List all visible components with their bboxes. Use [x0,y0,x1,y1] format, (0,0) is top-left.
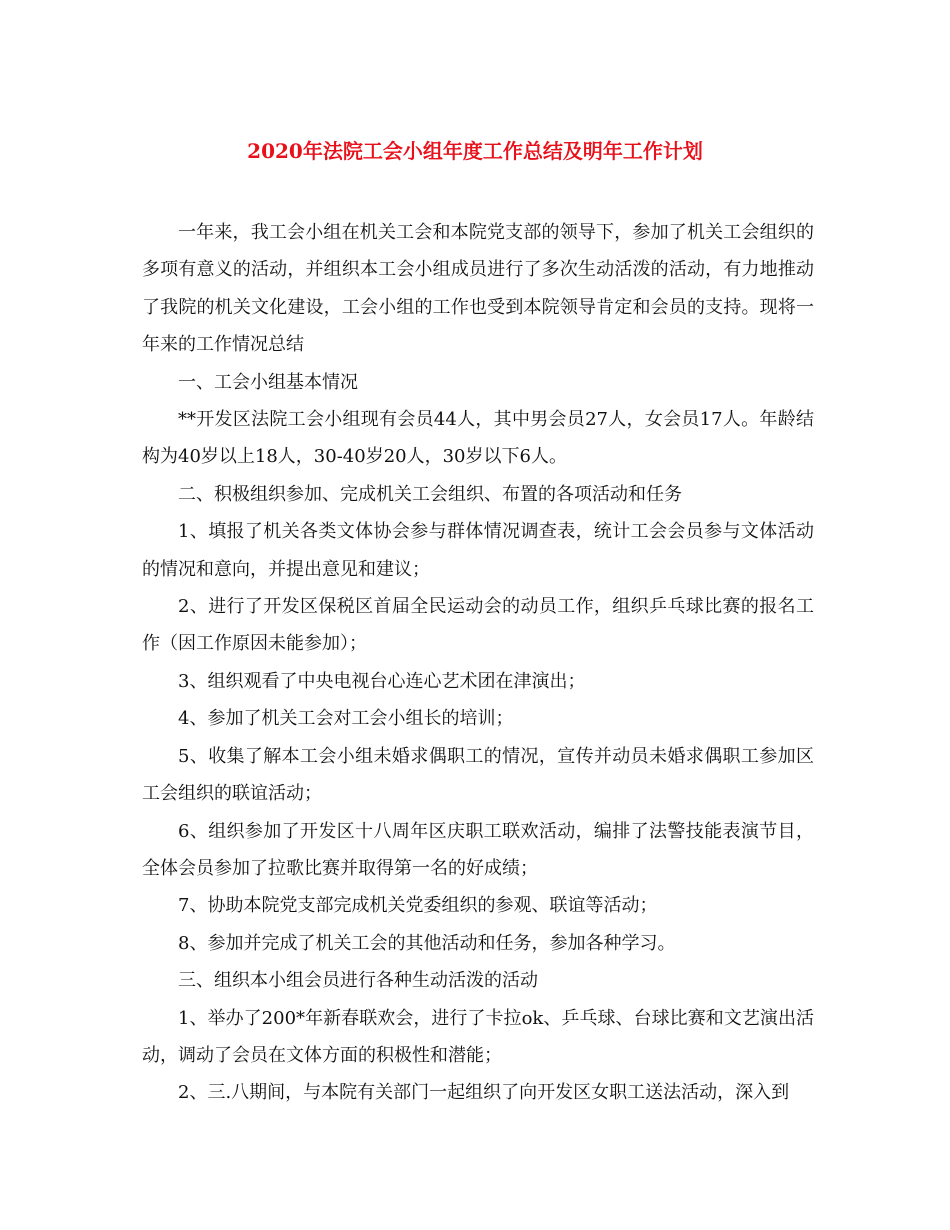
document-body [142,214,814,1112]
list-item: 5、收集了解本工会小组未婚求偶职工的情况，宣传并动员未婚求偶职工参加区工会组织的联谊活动； [142,745,814,805]
list-item: 2、进行了开发区保税区首届全民运动会的动员工作，组织乒乓球比赛的报名工作（因工作原因未能参加）； [142,596,814,655]
list-item: 1、举办了200*年新春联欢会，进行了卡拉ok、乒乓球、台球比赛和文艺演出活动，调动了会员在文体方面的积极性和潜能； [142,1007,814,1066]
list-item: 4、参加了机关工会对工会小组长的培训； [178,708,514,730]
section-heading-1: 一、工会小组基本情况 [178,371,358,393]
list-item: 6、组织参加了开发区十八周年区庆职工联欢活动，编排了法警技能表演节目，全体会员参加了拉歌比赛并取得第一名的好成绩； [142,820,814,879]
paragraph-member-info: **开发区法院工会小组现有会员44人，其中男会员27人，女会员17人。年龄结构为40岁以上18人，30-40岁20人，30岁以下6人。 [142,409,814,468]
list-item: 7、协助本院党支部完成机关党委组织的参观、联谊等活动； [178,895,658,917]
list-item: 1、填报了机关各类文体协会参与群体情况调查表，统计工会会员参与文体活动的情况和意向，并提出意见和建议； [142,521,814,580]
section-heading-2: 二、积极组织参加、完成机关工会组织、布置的各项活动和任务 [178,483,682,505]
list-item: 3、组织观看了中央电视台心连心艺术团在津演出； [178,670,586,692]
document-title: 2020年法院工会小组年度工作总结及明年工作计划 [247,139,703,163]
list-item: 8、参加并完成了机关工会的其他活动和任务，参加各种学习。 [178,932,676,954]
list-item: 2、三.八期间，与本院有关部门一起组织了向开发区女职工送法活动，深入到 [178,1082,790,1104]
section-heading-3: 三、组织本小组会员进行各种生动活泼的活动 [178,970,538,992]
paragraph-intro: 一年来，我工会小组在机关工会和本院党支部的领导下，参加了机关工会组织的多项有意义的活动，并组织本工会小组成员进行了多次生动活泼的活动，有力地推动了我院的机关文化建设，工会小组的工作也受到本院领导肯定和会员的支持。现将一年来的工作情况总结 [142,222,814,356]
